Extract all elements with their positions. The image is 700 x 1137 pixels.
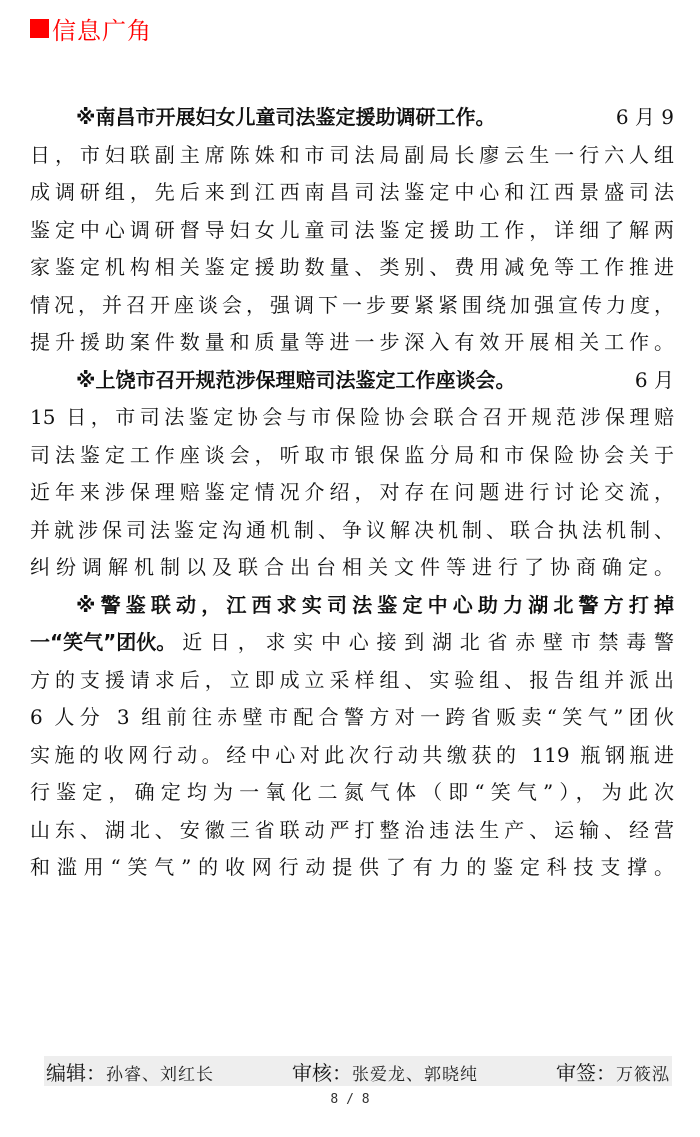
article-1-text-line: 鉴定中心调研督导妇女儿童司法鉴定援助工作，详细了解两 [30,217,674,242]
article-3-text-line: 6 人分 3 组前往赤壁市配合警方对一跨省贩卖“笑气”团伙 [30,705,674,729]
editor-label: 编辑： [46,1060,106,1085]
article-3-headline-cont: 一“笑气”团伙。 [30,630,177,654]
article-body [30,99,674,887]
article-3-text-line: 方的支援请求后，立即成立采样组、实验组、报告组并派出 [30,667,674,692]
reviewer-label: 审核： [292,1060,352,1085]
article-2-text-line: 15 日，市司法鉴定协会与市保险协会联合召开规范涉保理赔 [30,405,674,429]
article-2-text-line: 6 月 [634,367,674,392]
article-2-text-line: 纠纷调解机制以及联合出台相关文件等进行了协商确定。 [30,555,674,579]
article-3-text-line: 山东、湖北、安徽三省联动严打整治违法生产、运输、经营 [30,817,674,842]
article-2-headline-line [30,362,674,400]
article-1-text-line: 家鉴定机构相关鉴定援助数量、类别、费用减免等工作推进 [30,255,674,279]
article-3-headline: ※警鉴联动，江西求实司法鉴定中心助力湖北警方打掉 [76,592,674,617]
article-1-headline-line [30,99,674,137]
article-3-text-line: 近日，求实中心接到湖北省赤壁市禁毒警 [182,630,674,654]
red-square-icon [30,19,49,38]
approver-credit [556,1057,670,1086]
article-2-text-line: 司法鉴定工作座谈会，听取市银保监分局和市保险协会关于 [30,442,674,467]
reviewer-names: 张爱龙、郭晓纯 [352,1064,478,1085]
page-number: 8 / 8 [330,1092,370,1107]
article-1-headline: ※南昌市开展妇女儿童司法鉴定援助调研工作。 [76,105,496,129]
article-2-headline: ※上饶市召开规范涉保理赔司法鉴定工作座谈会。 [76,367,516,392]
editor-names: 孙睿、刘红长 [106,1064,214,1085]
reviewer-credit [292,1057,478,1086]
approver-names: 万筱泓 [616,1064,670,1085]
credits-bar [44,1056,672,1086]
article-1-text-line: 日，市妇联副主席陈姝和市司法局副局长廖云生一行六人组 [30,142,674,167]
article-3-headline-line [30,624,674,662]
article-3-text-line: 和滥用“笑气”的收网行动提供了有力的鉴定科技支撑。 [30,855,674,879]
section-header [30,12,152,44]
article-1-text-line: 提升援助案件数量和质量等进一步深入有效开展相关工作。 [30,330,674,354]
article-2-text-line: 并就涉保司法鉴定沟通机制、争议解决机制、联合执法机制、 [30,517,674,542]
article-1-text-line: 情况，并召开座谈会，强调下一步要紧紧围绕加强宣传力度， [30,292,674,317]
article-1-text-line: 6 月 9 [615,105,674,129]
article-3-text-line: 行鉴定，确定均为一氧化二氮气体（即“笑气”），为此次 [30,780,674,804]
article-2-text-line: 近年来涉保理赔鉴定情况介绍，对存在问题进行讨论交流， [30,480,674,504]
article-3-text-line: 实施的收网行动。经中心对此次行动共缴获的 119 瓶钢瓶进 [30,742,674,767]
article-1-text-line: 成调研组，先后来到江西南昌司法鉴定中心和江西景盛司法 [30,180,674,204]
approver-label: 审签： [556,1060,616,1085]
editor-credit [46,1057,214,1086]
section-title: 信息广角 [52,16,152,45]
